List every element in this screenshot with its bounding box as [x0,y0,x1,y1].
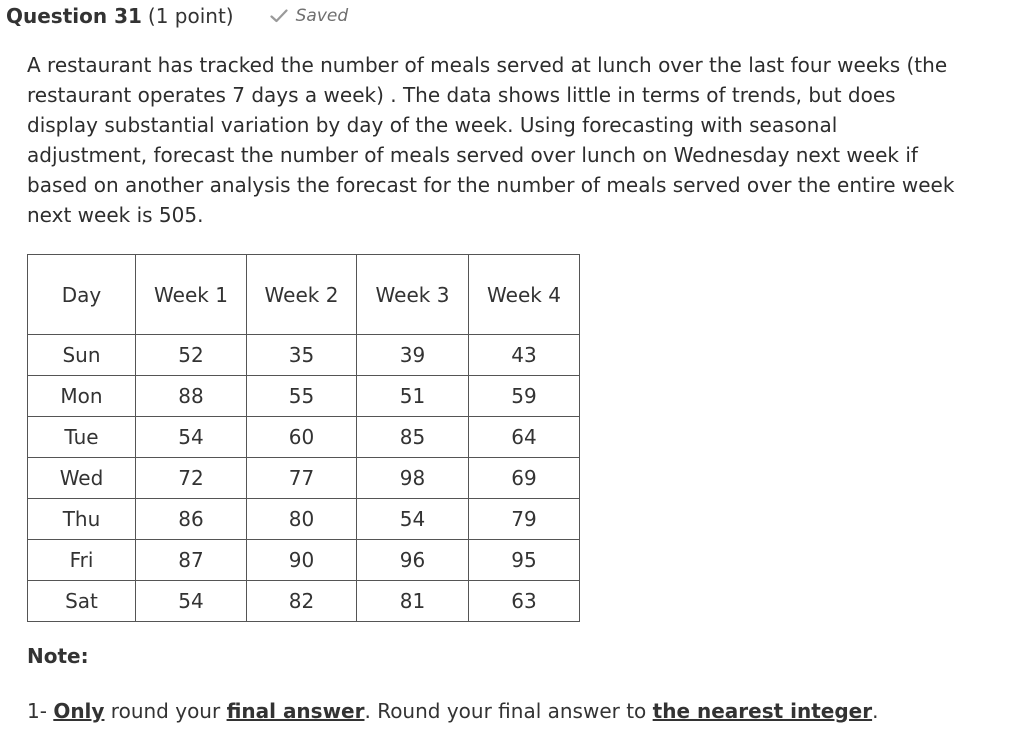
note-heading: Note: [27,644,89,668]
table-row [28,376,580,417]
question-points: (1 point) [147,4,234,28]
table-cell: 85 [357,417,469,458]
question-text: A restaurant has tracked the number of meals served at lunch over the last four weeks (the restaurant operates 7 days a week) . The data shows little in terms of trends, but does display substantial variation by day of the week. Using forecasting with seasonal adjustment, forecast the number of meals served over lunch on Wednesday next week if based on another analysis the forecast for the number of meals served over the entire week next week is 505. [27,53,955,227]
table-cell: 86 [136,499,247,540]
table-cell: 55 [247,376,357,417]
column-header: Week 4 [469,255,580,335]
note-only-emphasis: Only [53,699,105,723]
table-cell: 88 [136,376,247,417]
check-icon [270,9,288,23]
table-cell: Sat [28,581,136,622]
table-cell: 90 [247,540,357,581]
saved-label: Saved [295,6,349,26]
table-cell: 81 [357,581,469,622]
meals-table [27,254,580,622]
table-cell: 82 [247,581,357,622]
question-number: Question 31 [6,4,142,28]
table-cell: Tue [28,417,136,458]
table-cell: Wed [28,458,136,499]
note-text: . Round your final answer to [364,699,653,723]
table-cell: 54 [136,581,247,622]
table-cell: 52 [136,335,247,376]
table-row [28,417,580,458]
table-cell: 59 [469,376,580,417]
table-cell: 87 [136,540,247,581]
note-text: round your [104,699,227,723]
table-cell: 98 [357,458,469,499]
table-row [28,458,580,499]
note-nearest-integer-emphasis: the nearest integer [652,699,873,723]
table-row [28,540,580,581]
table-cell: Sun [28,335,136,376]
table-cell: 63 [469,581,580,622]
table-cell: 79 [469,499,580,540]
table-cell: 51 [357,376,469,417]
table-cell: 80 [247,499,357,540]
table-cell: 96 [357,540,469,581]
table-row [28,499,580,540]
column-header: Week 1 [136,255,247,335]
table-cell: 95 [469,540,580,581]
table-cell: Mon [28,376,136,417]
table-cell: 54 [357,499,469,540]
note-prefix: 1- [27,699,54,723]
note-suffix: . [872,699,879,723]
question-header [6,2,348,30]
column-header: Week 2 [247,255,357,335]
table-row [28,581,580,622]
table-cell: 60 [247,417,357,458]
table-cell: Thu [28,499,136,540]
table-cell: 72 [136,458,247,499]
saved-status [270,6,349,26]
note-final-answer-emphasis: final answer [226,699,365,723]
table-cell: 39 [357,335,469,376]
table-cell: Fri [28,540,136,581]
column-header: Week 3 [357,255,469,335]
table-header-row [28,255,580,335]
table-cell: 54 [136,417,247,458]
column-header: Day [28,255,136,335]
table-cell: 35 [247,335,357,376]
table-cell: 69 [469,458,580,499]
table-cell: 64 [469,417,580,458]
note-rounding-instruction [27,699,878,723]
table-cell: 43 [469,335,580,376]
table-cell: 77 [247,458,357,499]
table-row [28,335,580,376]
